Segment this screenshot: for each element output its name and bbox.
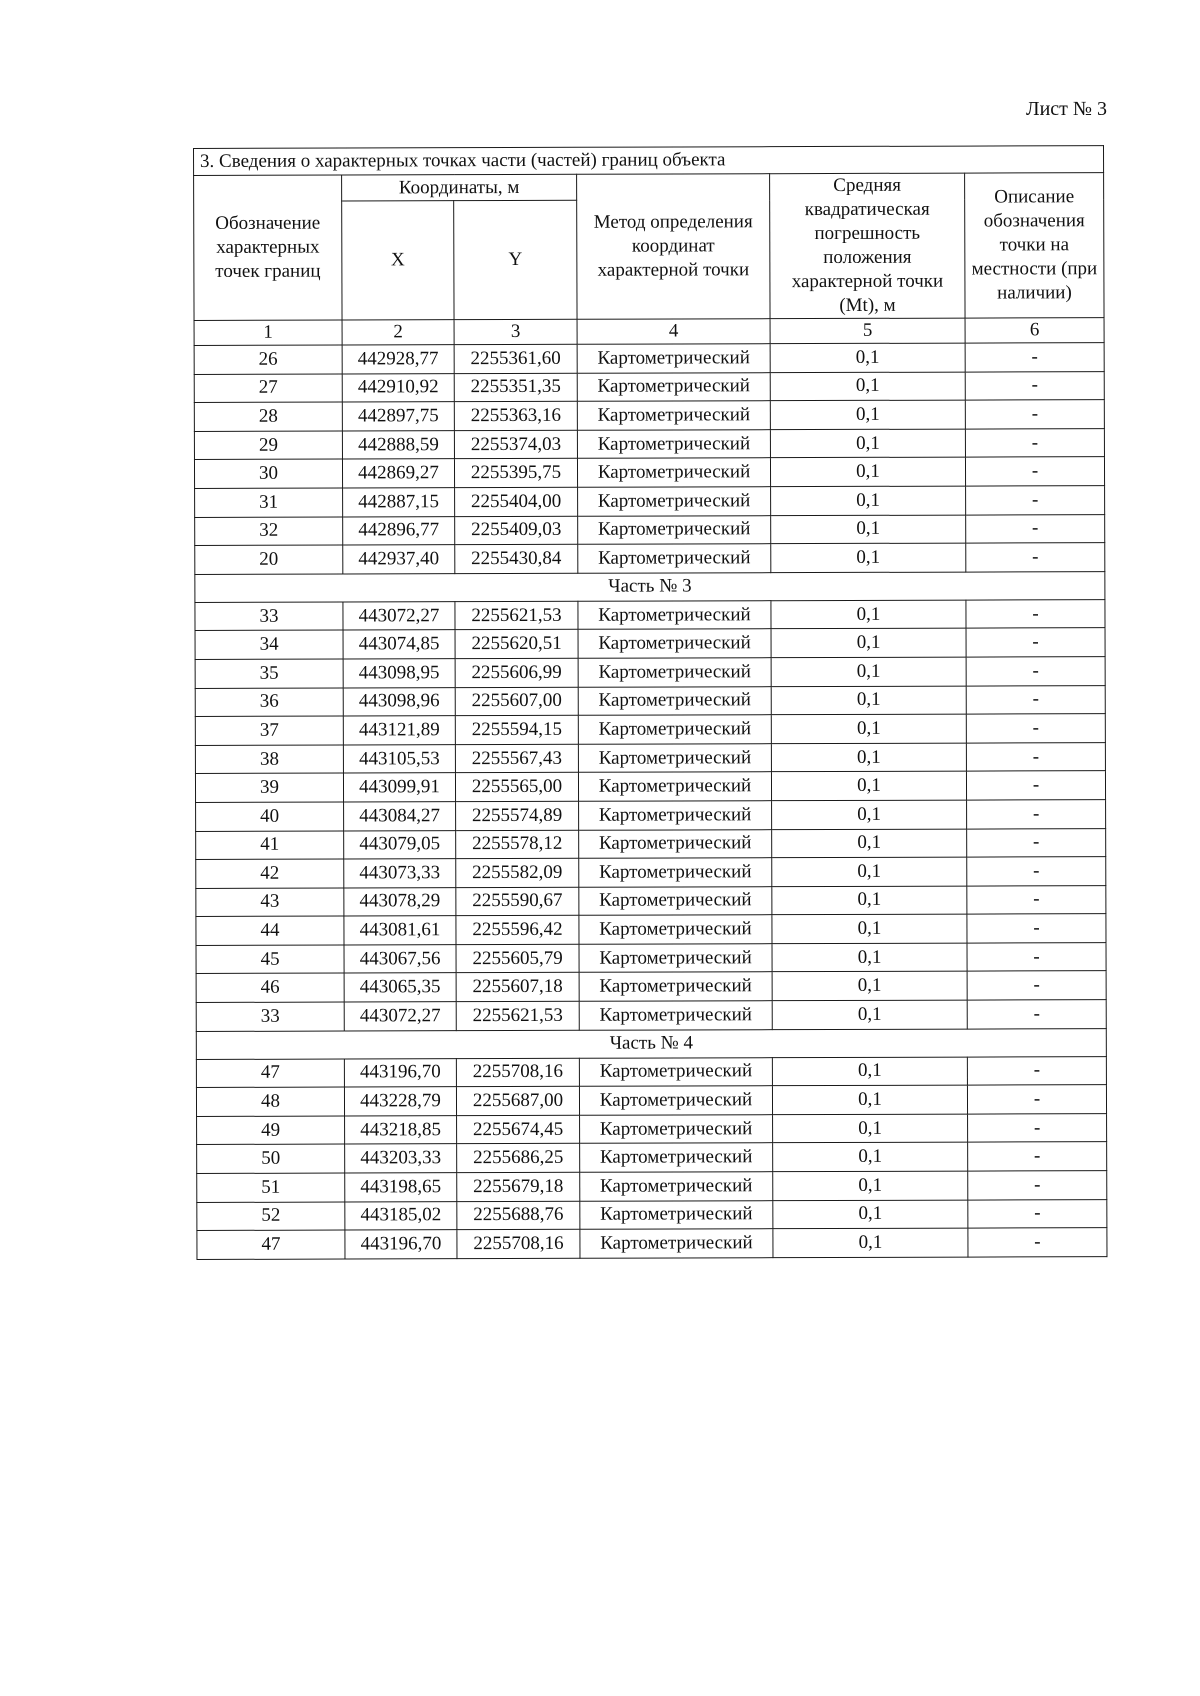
x-coordinate-cell: 443228,79 [344, 1087, 456, 1116]
x-coordinate-cell: 443203,33 [345, 1144, 457, 1173]
point-id-cell: 33 [196, 1002, 344, 1031]
error-cell: 0,1 [771, 686, 966, 715]
table-row [195, 486, 1105, 517]
table-row [197, 1171, 1107, 1202]
table-row [196, 800, 1106, 831]
x-coordinate-cell: 443099,91 [343, 773, 455, 802]
x-coordinate-cell: 442928,77 [342, 345, 454, 374]
table-row [196, 1056, 1106, 1087]
y-coordinate-cell: 2255620,51 [455, 630, 578, 659]
error-cell: 0,1 [773, 1114, 968, 1143]
description-cell: - [965, 428, 1104, 457]
x-coordinate-cell: 442888,59 [342, 430, 454, 459]
point-id-cell: 38 [195, 745, 343, 774]
point-id-cell: 31 [195, 488, 343, 517]
description-cell: - [967, 885, 1106, 914]
method-cell: Картометрический [580, 1143, 773, 1172]
method-cell: Картометрический [579, 944, 772, 973]
error-cell: 0,1 [772, 1085, 967, 1114]
error-cell: 0,1 [771, 543, 966, 572]
method-cell: Картометрический [580, 1229, 773, 1258]
error-cell: 0,1 [771, 771, 966, 800]
table-caption-row [194, 146, 1104, 176]
y-coordinate-cell: 2255374,03 [454, 430, 577, 459]
description-cell: - [966, 628, 1105, 657]
description-cell: - [966, 486, 1105, 515]
x-coordinate-cell: 443196,70 [344, 1058, 456, 1087]
header-coordinates: Координаты, м [342, 174, 577, 201]
y-coordinate-cell: 2255361,60 [454, 344, 577, 373]
description-cell: - [967, 1056, 1106, 1085]
description-cell: - [966, 514, 1105, 543]
point-id-cell: 39 [195, 773, 343, 802]
error-cell: 0,1 [772, 972, 967, 1001]
method-cell: Картометрический [579, 801, 772, 830]
point-id-cell: 41 [196, 831, 344, 860]
table-row [196, 1000, 1106, 1031]
method-cell: Картометрический [578, 600, 771, 629]
error-cell: 0,1 [771, 657, 966, 686]
header-description: Описание обозначения точки на местности (при наличии) [965, 173, 1104, 318]
error-cell: 0,1 [772, 1000, 967, 1029]
error-cell: 0,1 [770, 400, 965, 429]
column-number: 6 [965, 318, 1104, 343]
error-cell: 0,1 [771, 515, 966, 544]
table-row [194, 457, 1104, 488]
table-row [195, 742, 1105, 773]
description-cell: - [967, 857, 1106, 886]
x-coordinate-cell: 443218,85 [345, 1116, 457, 1145]
point-id-cell: 52 [197, 1202, 345, 1231]
point-id-cell: 26 [194, 345, 342, 374]
description-cell: - [968, 1228, 1107, 1257]
table-row [195, 628, 1105, 659]
x-coordinate-cell: 443084,27 [344, 802, 456, 831]
table-row [196, 914, 1106, 945]
error-cell: 0,1 [770, 343, 965, 372]
x-coordinate-cell: 443072,27 [344, 1002, 456, 1031]
x-coordinate-cell: 443067,56 [344, 945, 456, 974]
description-cell: - [966, 714, 1105, 743]
description-cell: - [967, 1085, 1106, 1114]
description-cell: - [966, 599, 1105, 628]
method-cell: Картометрический [577, 401, 770, 430]
y-coordinate-cell: 2255606,99 [455, 658, 578, 687]
sheet-number: Лист № 3 [1026, 98, 1107, 120]
point-id-cell: 42 [196, 859, 344, 888]
method-cell: Картометрический [579, 972, 772, 1001]
description-cell: - [967, 971, 1106, 1000]
method-cell: Картометрический [579, 1001, 772, 1030]
method-cell: Картометрический [579, 1057, 772, 1086]
y-coordinate-cell: 2255686,25 [457, 1144, 580, 1173]
table-row [195, 771, 1105, 802]
error-cell: 0,1 [773, 1143, 968, 1172]
point-id-cell: 50 [197, 1144, 345, 1173]
y-coordinate-cell: 2255574,89 [456, 801, 579, 830]
description-cell: - [965, 457, 1104, 486]
description-cell: - [967, 828, 1106, 857]
x-coordinate-cell: 443073,33 [344, 859, 456, 888]
table-row [194, 400, 1104, 431]
y-coordinate-cell: 2255708,16 [457, 1230, 580, 1259]
column-number: 2 [342, 320, 454, 345]
y-coordinate-cell: 2255363,16 [454, 401, 577, 430]
x-coordinate-cell: 443196,70 [345, 1230, 457, 1259]
method-cell: Картометрический [579, 915, 772, 944]
point-id-cell: 32 [195, 517, 343, 546]
table-row [195, 685, 1105, 716]
y-coordinate-cell: 2255607,00 [455, 687, 578, 716]
description-cell: - [966, 771, 1105, 800]
point-id-cell: 36 [195, 688, 343, 717]
method-cell: Картометрический [579, 1086, 772, 1115]
x-coordinate-cell: 443081,61 [344, 916, 456, 945]
error-cell: 0,1 [770, 429, 965, 458]
table-row [197, 1228, 1107, 1259]
column-number: 3 [454, 319, 577, 344]
method-cell: Картометрический [577, 372, 770, 401]
x-coordinate-cell: 443198,65 [345, 1173, 457, 1202]
error-cell: 0,1 [772, 1057, 967, 1086]
method-cell: Картометрический [578, 658, 771, 687]
error-cell: 0,1 [772, 829, 967, 858]
error-cell: 0,1 [770, 372, 965, 401]
header-method: Метод определения координат характерной точки [577, 174, 770, 320]
description-cell: - [965, 343, 1104, 372]
method-cell: Картометрический [578, 715, 771, 744]
section-part-4-label: Часть № 4 [196, 1028, 1106, 1059]
table-row [195, 657, 1105, 688]
method-cell: Картометрический [580, 1115, 773, 1144]
y-coordinate-cell: 2255565,00 [455, 773, 578, 802]
method-cell: Картометрический [579, 829, 772, 858]
table-row [196, 943, 1106, 974]
y-coordinate-cell: 2255605,79 [456, 944, 579, 973]
y-coordinate-cell: 2255607,18 [456, 973, 579, 1002]
method-cell: Картометрический [577, 344, 770, 373]
point-id-cell: 49 [197, 1116, 345, 1145]
table-row [195, 714, 1105, 745]
table-row [196, 857, 1106, 888]
error-cell: 0,1 [773, 1228, 968, 1257]
description-cell: - [966, 657, 1105, 686]
x-coordinate-cell: 442896,77 [343, 516, 455, 545]
x-coordinate-cell: 443185,02 [345, 1201, 457, 1230]
point-id-cell: 43 [196, 888, 344, 917]
table-row [195, 599, 1105, 630]
method-cell: Картометрический [578, 515, 771, 544]
table-row [197, 1199, 1107, 1230]
table-row [197, 1142, 1107, 1173]
header-x: X [342, 201, 454, 320]
header-designation: Обозначение характерных точек границ [194, 175, 342, 320]
description-cell: - [967, 914, 1106, 943]
error-cell: 0,1 [771, 714, 966, 743]
point-id-cell: 40 [196, 802, 344, 831]
error-cell: 0,1 [773, 1171, 968, 1200]
method-cell: Картометрический [578, 772, 771, 801]
description-cell: - [967, 800, 1106, 829]
column-number: 5 [770, 318, 965, 344]
error-cell: 0,1 [772, 857, 967, 886]
point-id-cell: 46 [196, 973, 344, 1002]
description-cell: - [968, 1113, 1107, 1142]
section-part-4-row [196, 1028, 1106, 1059]
y-coordinate-cell: 2255590,67 [456, 887, 579, 916]
method-cell: Картометрический [580, 1172, 773, 1201]
y-coordinate-cell: 2255596,42 [456, 916, 579, 945]
table-row [194, 343, 1104, 374]
error-cell: 0,1 [771, 628, 966, 657]
description-cell: - [968, 1171, 1107, 1200]
point-id-cell: 47 [197, 1230, 345, 1259]
y-coordinate-cell: 2255567,43 [455, 744, 578, 773]
error-cell: 0,1 [771, 743, 966, 772]
error-cell: 0,1 [772, 943, 967, 972]
method-cell: Картометрический [578, 487, 771, 516]
point-id-cell: 29 [194, 431, 342, 460]
error-cell: 0,1 [770, 457, 965, 486]
x-coordinate-cell: 442897,75 [342, 402, 454, 431]
x-coordinate-cell: 443121,89 [343, 716, 455, 745]
x-coordinate-cell: 442910,92 [342, 373, 454, 402]
y-coordinate-cell: 2255430,84 [455, 544, 578, 573]
error-cell: 0,1 [773, 1200, 968, 1229]
y-coordinate-cell: 2255687,00 [456, 1087, 579, 1116]
error-cell: 0,1 [771, 600, 966, 629]
method-cell: Картометрический [580, 1200, 773, 1229]
section-part-3-row [195, 571, 1105, 602]
method-cell: Картометрический [577, 458, 770, 487]
x-coordinate-cell: 443098,95 [343, 659, 455, 688]
point-id-cell: 44 [196, 916, 344, 945]
description-cell: - [968, 1199, 1107, 1228]
method-cell: Картометрический [579, 886, 772, 915]
header-y: Y [454, 200, 577, 319]
y-coordinate-cell: 2255688,76 [457, 1201, 580, 1230]
point-id-cell: 34 [195, 630, 343, 659]
y-coordinate-cell: 2255409,03 [455, 516, 578, 545]
table-caption: 3. Сведения о характерных точках части (частей) границ объекта [194, 146, 1104, 176]
x-coordinate-cell: 443105,53 [343, 744, 455, 773]
description-cell: - [966, 685, 1105, 714]
x-coordinate-cell: 442869,27 [342, 459, 454, 488]
error-cell: 0,1 [772, 886, 967, 915]
table-row [196, 971, 1106, 1002]
description-cell: - [966, 543, 1105, 572]
x-coordinate-cell: 443065,35 [344, 973, 456, 1002]
header-row [194, 173, 1104, 202]
y-coordinate-cell: 2255404,00 [455, 487, 578, 516]
point-id-cell: 37 [195, 716, 343, 745]
x-coordinate-cell: 442937,40 [343, 545, 455, 574]
y-coordinate-cell: 2255621,53 [455, 601, 578, 630]
point-id-cell: 27 [194, 374, 342, 403]
error-cell: 0,1 [772, 800, 967, 829]
y-coordinate-cell: 2255582,09 [456, 858, 579, 887]
method-cell: Картометрический [579, 858, 772, 887]
y-coordinate-cell: 2255594,15 [455, 715, 578, 744]
table-row [195, 514, 1105, 545]
y-coordinate-cell: 2255708,16 [456, 1058, 579, 1087]
description-cell: - [967, 943, 1106, 972]
x-coordinate-cell: 443074,85 [343, 630, 455, 659]
method-cell: Картометрический [578, 686, 771, 715]
x-coordinate-cell: 443078,29 [344, 887, 456, 916]
description-cell: - [967, 1000, 1106, 1029]
point-id-cell: 30 [194, 459, 342, 488]
column-number: 4 [577, 319, 770, 345]
description-cell: - [965, 371, 1104, 400]
y-coordinate-cell: 2255679,18 [457, 1172, 580, 1201]
column-number-row [194, 318, 1104, 346]
table-row [196, 885, 1106, 916]
table-row [195, 543, 1105, 574]
y-coordinate-cell: 2255395,75 [454, 459, 577, 488]
x-coordinate-cell: 442887,15 [343, 488, 455, 517]
y-coordinate-cell: 2255578,12 [456, 830, 579, 859]
table-row [194, 371, 1104, 402]
point-id-cell: 48 [196, 1087, 344, 1116]
column-number: 1 [194, 320, 342, 345]
y-coordinate-cell: 2255351,35 [454, 373, 577, 402]
point-id-cell: 28 [194, 402, 342, 431]
method-cell: Картометрический [577, 429, 770, 458]
header-error: Средняя квадратическая погрешность положения характерной точки (Mt), м [770, 173, 965, 319]
table-row [196, 828, 1106, 859]
method-cell: Картометрический [578, 544, 771, 573]
x-coordinate-cell: 443098,96 [343, 687, 455, 716]
table-row [194, 428, 1104, 459]
y-coordinate-cell: 2255621,53 [456, 1001, 579, 1030]
table-row [196, 1085, 1106, 1116]
point-id-cell: 35 [195, 659, 343, 688]
boundary-points-table [193, 145, 1108, 1260]
y-coordinate-cell: 2255674,45 [457, 1115, 580, 1144]
method-cell: Картометрический [578, 629, 771, 658]
error-cell: 0,1 [771, 486, 966, 515]
x-coordinate-cell: 443072,27 [343, 601, 455, 630]
point-id-cell: 45 [196, 945, 344, 974]
section-part-3-label: Часть № 3 [195, 571, 1105, 602]
method-cell: Картометрический [578, 743, 771, 772]
point-id-cell: 51 [197, 1173, 345, 1202]
table-row [197, 1113, 1107, 1144]
point-id-cell: 20 [195, 545, 343, 574]
description-cell: - [965, 400, 1104, 429]
description-cell: - [966, 742, 1105, 771]
description-cell: - [968, 1142, 1107, 1171]
point-id-cell: 47 [196, 1059, 344, 1088]
x-coordinate-cell: 443079,05 [344, 830, 456, 859]
point-id-cell: 33 [195, 602, 343, 631]
error-cell: 0,1 [772, 914, 967, 943]
